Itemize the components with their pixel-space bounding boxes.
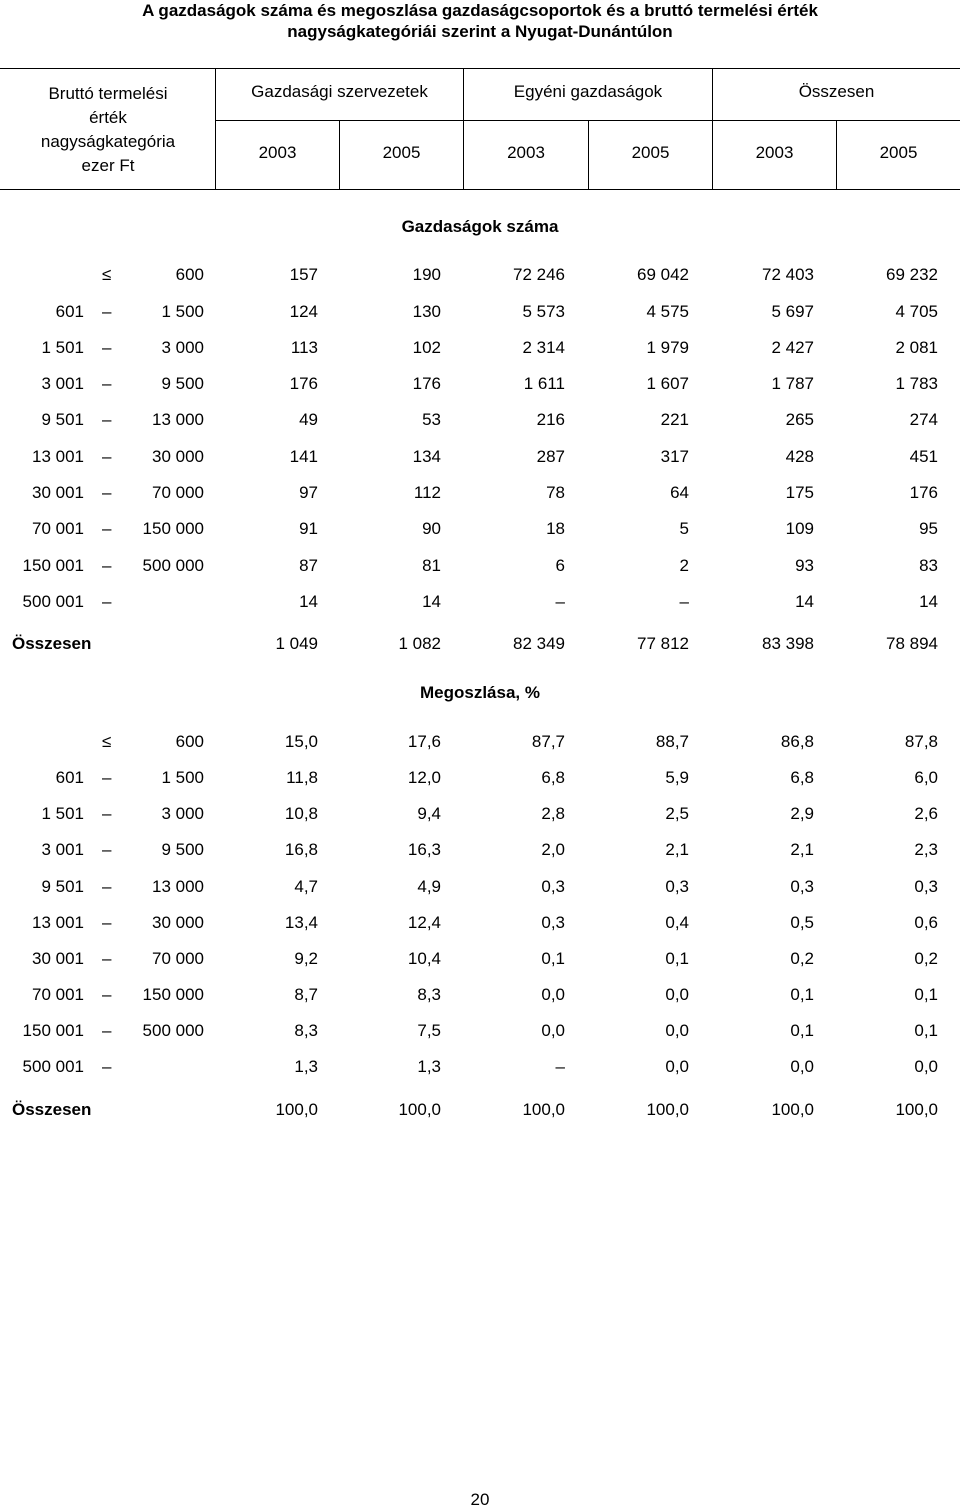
range-lower-bound: 30 001	[32, 483, 84, 502]
range-lower-bound: 150 001	[22, 556, 84, 575]
table-cell: 11,8	[286, 768, 318, 787]
table-cell: 4,9	[417, 877, 441, 896]
table-cell: 141	[289, 447, 318, 466]
table-cell: 216	[536, 410, 565, 429]
table-cell: 12,4	[407, 913, 441, 932]
table-cell: 53	[422, 410, 441, 429]
table-cell: 317	[660, 447, 689, 466]
range-lower-bound: 1 501	[41, 804, 84, 823]
table-cell: 10,8	[284, 804, 318, 823]
table-cell: 0,2	[914, 949, 938, 968]
row-header-line: érték	[89, 108, 127, 127]
table-cell: 1 979	[646, 338, 689, 357]
table-cell: 6,8	[541, 768, 565, 787]
table-row	[0, 591, 960, 613]
table-cell: 221	[660, 410, 689, 429]
range-dash: –	[102, 410, 112, 429]
row-header-line: ezer Ft	[81, 156, 135, 175]
table-cell: 14	[919, 592, 938, 611]
range-dash: –	[102, 447, 112, 466]
table-cell: –	[555, 592, 565, 611]
table-cell: 112	[413, 483, 441, 502]
section-title: Megoszlása, %	[420, 683, 540, 702]
section-title: Gazdaságok száma	[401, 217, 559, 236]
table-cell: 176	[909, 483, 938, 502]
table-cell: 0,1	[790, 1021, 814, 1040]
table-cell: 14	[299, 592, 318, 611]
table-cell: 16,3	[407, 840, 441, 859]
table-cell: 0,3	[541, 913, 565, 932]
table-cell: 6,8	[790, 768, 814, 787]
range-lower-bound: 13 001	[32, 913, 84, 932]
range-upper-bound: 500 000	[142, 556, 204, 575]
range-dash: –	[102, 302, 112, 321]
table-cell: 451	[909, 447, 938, 466]
range-dash: –	[102, 985, 112, 1004]
table-cell: 69 232	[886, 265, 938, 284]
range-upper-bound: 1 500	[161, 768, 204, 787]
range-lower-bound: 70 001	[32, 519, 84, 538]
table-cell: 14	[422, 592, 441, 611]
table-cell: 93	[795, 556, 814, 575]
table-cell: 4 575	[646, 302, 689, 321]
header-top-rule	[0, 68, 960, 69]
table-cell: 2,1	[665, 840, 689, 859]
table-cell: 72 403	[762, 265, 814, 284]
table-cell: 134	[412, 447, 441, 466]
table-cell: 157	[289, 265, 318, 284]
table-cell: 6	[555, 556, 565, 575]
total-cell: 78 894	[886, 634, 938, 653]
table-row	[0, 337, 960, 359]
group-header-organizations: Gazdasági szervezetek	[251, 82, 428, 101]
table-row	[0, 948, 960, 970]
less-or-equal-symbol: ≤	[102, 732, 112, 751]
table-cell: 88,7	[655, 732, 689, 751]
year-header: 2005	[631, 143, 670, 162]
range-dash: –	[102, 768, 112, 787]
table-cell: 1 783	[895, 374, 938, 393]
table-cell: 1 607	[646, 374, 689, 393]
table-cell: 90	[422, 519, 441, 538]
table-cell: 190	[412, 265, 441, 284]
table-cell: 0,2	[790, 949, 814, 968]
table-cell: 2 314	[522, 338, 565, 357]
table-cell: 14	[795, 592, 814, 611]
table-cell: 0,0	[914, 1057, 938, 1076]
table-cell: 9,4	[417, 804, 441, 823]
table-cell: 175	[785, 483, 814, 502]
table-row	[0, 731, 960, 753]
table-cell: 0,0	[665, 985, 689, 1004]
table-cell: 87,7	[531, 732, 565, 751]
table-cell: 6,0	[914, 768, 938, 787]
table-cell: 0,1	[790, 985, 814, 1004]
table-cell: 2	[679, 556, 689, 575]
range-upper-bound: 30 000	[152, 447, 204, 466]
range-dash: –	[102, 483, 112, 502]
range-upper-bound: 150 000	[142, 519, 204, 538]
table-cell: 2,5	[665, 804, 689, 823]
table-cell: 2,3	[914, 840, 938, 859]
table-cell: 8,3	[294, 1021, 318, 1040]
table-cell: 2 427	[771, 338, 814, 357]
table-row	[0, 876, 960, 898]
range-upper-bound: 30 000	[152, 913, 204, 932]
table-cell: 1 787	[771, 374, 814, 393]
range-lower-bound: 601	[55, 302, 84, 321]
table-cell: 13,4	[284, 913, 318, 932]
less-or-equal-symbol: ≤	[102, 265, 112, 284]
table-cell: 0,0	[665, 1021, 689, 1040]
table-cell: 17,6	[407, 732, 441, 751]
table-cell: 5 697	[771, 302, 814, 321]
table-row	[0, 1056, 960, 1078]
table-cell: 1,3	[417, 1057, 441, 1076]
table-cell: 176	[412, 374, 441, 393]
table-cell: 49	[299, 410, 318, 429]
table-cell: 0,0	[541, 1021, 565, 1040]
range-upper-bound: 150 000	[142, 985, 204, 1004]
table-cell: 176	[289, 374, 318, 393]
year-header: 2003	[507, 143, 545, 162]
table-cell: 0,5	[790, 913, 814, 932]
range-upper-bound: 500 000	[142, 1021, 204, 1040]
table-cell: 0,6	[914, 913, 938, 932]
table-cell: 113	[290, 338, 318, 357]
range-dash: –	[102, 374, 112, 393]
range-lower-bound: 150 001	[22, 1021, 84, 1040]
table-cell: 8,3	[417, 985, 441, 1004]
range-lower-bound: 601	[55, 768, 84, 787]
range-dash: –	[102, 949, 112, 968]
range-lower-bound: 9 501	[41, 877, 84, 896]
table-cell: 0,0	[665, 1057, 689, 1076]
table-cell: 2,9	[790, 804, 814, 823]
header-bottom-rule	[0, 189, 960, 190]
range-dash: –	[102, 877, 112, 896]
table-cell: 2,1	[790, 840, 814, 859]
total-cell: 83 398	[762, 634, 814, 653]
table-cell: 0,3	[790, 877, 814, 896]
total-cell: 100,0	[895, 1100, 938, 1119]
range-upper-bound: 3 000	[161, 338, 204, 357]
table-cell: 428	[785, 447, 814, 466]
table-cell: 16,8	[284, 840, 318, 859]
year-header: 2005	[382, 143, 421, 162]
table-cell: 91	[299, 519, 318, 538]
table-cell: 78	[546, 483, 565, 502]
table-cell: –	[679, 592, 689, 611]
table-cell: 0,0	[541, 985, 565, 1004]
group-header-individual-farms: Egyéni gazdaságok	[513, 82, 663, 101]
range-lower-bound: 30 001	[32, 949, 84, 968]
page-title	[0, 0, 960, 42]
table-cell: 95	[919, 519, 938, 538]
total-cell: 100,0	[771, 1100, 814, 1119]
total-cell: 100,0	[522, 1100, 565, 1119]
table-row	[0, 409, 960, 431]
table-row	[0, 1020, 960, 1042]
range-upper-bound: 600	[175, 732, 204, 751]
total-cell: 1 082	[398, 634, 441, 653]
total-cell: 82 349	[513, 634, 565, 653]
row-header-label	[0, 82, 216, 178]
table-cell: 87,8	[904, 732, 938, 751]
range-lower-bound: 500 001	[22, 1057, 84, 1076]
table-cell: 64	[670, 483, 689, 502]
table-cell: 2,0	[541, 840, 565, 859]
range-lower-bound: 9 501	[41, 410, 84, 429]
total-label: Összesen	[12, 1100, 92, 1119]
total-row	[0, 1099, 960, 1121]
range-upper-bound: 13 000	[152, 410, 204, 429]
table-cell: 0,3	[541, 877, 565, 896]
group-header-total: Összesen	[798, 82, 875, 101]
table-cell: 102	[412, 338, 441, 357]
total-cell: 77 812	[637, 634, 689, 653]
range-lower-bound: 70 001	[32, 985, 84, 1004]
range-dash: –	[102, 338, 112, 357]
table-row	[0, 912, 960, 934]
table-cell: 4,7	[294, 877, 318, 896]
table-cell: 2,8	[541, 804, 565, 823]
table-cell: 5 573	[522, 302, 565, 321]
range-upper-bound: 9 500	[161, 840, 204, 859]
table-cell: 69 042	[637, 265, 689, 284]
table-cell: 72 246	[513, 265, 565, 284]
table-cell: 1 611	[523, 374, 565, 393]
total-cell: 100,0	[646, 1100, 689, 1119]
range-dash: –	[102, 556, 112, 575]
row-header-line: nagyságkategória	[40, 132, 176, 151]
range-upper-bound: 13 000	[152, 877, 204, 896]
row-header-line: Bruttó termelési	[48, 84, 168, 103]
table-cell: 97	[299, 483, 318, 502]
page-number: 20	[470, 1490, 490, 1509]
table-cell: 4 705	[895, 302, 938, 321]
total-cell: 1 049	[275, 634, 318, 653]
table-cell: 0,4	[665, 913, 689, 932]
table-cell: 130	[412, 302, 441, 321]
range-lower-bound: 13 001	[32, 447, 84, 466]
table-cell: 5,9	[665, 768, 689, 787]
range-dash: –	[102, 592, 112, 611]
table-row	[0, 984, 960, 1006]
range-dash: –	[102, 804, 112, 823]
table-cell: 12,0	[407, 768, 441, 787]
range-upper-bound: 1 500	[161, 302, 204, 321]
table-cell: 0,3	[914, 877, 938, 896]
range-lower-bound: 3 001	[41, 374, 84, 393]
table-row	[0, 555, 960, 577]
year-header: 2005	[879, 143, 918, 162]
table-row	[0, 264, 960, 286]
table-cell: 265	[785, 410, 814, 429]
table-cell: 287	[536, 447, 565, 466]
range-upper-bound: 9 500	[161, 374, 204, 393]
title-line-1: A gazdaságok száma és megoszlása gazdaságcsoportok és a bruttó termelési érték	[142, 1, 818, 20]
table-cell: 124	[289, 302, 318, 321]
table-row	[0, 839, 960, 861]
table-row	[0, 301, 960, 323]
table-cell: 9,2	[294, 949, 318, 968]
table-cell: 0,1	[914, 1021, 938, 1040]
table-cell: 15,0	[284, 732, 318, 751]
total-row	[0, 633, 960, 655]
table-cell: 0,1	[914, 985, 938, 1004]
total-cell: 100,0	[275, 1100, 318, 1119]
table-cell: 83	[919, 556, 938, 575]
table-cell: 81	[422, 556, 441, 575]
range-lower-bound: 3 001	[41, 840, 84, 859]
range-dash: –	[102, 519, 112, 538]
table-cell: 0,1	[541, 949, 565, 968]
range-dash: –	[102, 840, 112, 859]
range-upper-bound: 600	[175, 265, 204, 284]
table-cell: 18	[546, 519, 565, 538]
table-cell: 87	[299, 556, 318, 575]
table-cell: 1,3	[294, 1057, 318, 1076]
range-upper-bound: 70 000	[152, 483, 204, 502]
table-cell: 0,0	[790, 1057, 814, 1076]
table-row	[0, 803, 960, 825]
table-row	[0, 482, 960, 504]
table-row	[0, 373, 960, 395]
table-cell: 109	[785, 519, 814, 538]
range-dash: –	[102, 1021, 112, 1040]
table-cell: 8,7	[294, 985, 318, 1004]
table-cell: 86,8	[780, 732, 814, 751]
table-cell: 7,5	[417, 1021, 441, 1040]
year-header: 2003	[755, 143, 794, 162]
range-lower-bound: 500 001	[22, 592, 84, 611]
range-lower-bound: 1 501	[41, 338, 84, 357]
table-row	[0, 518, 960, 540]
table-cell: –	[555, 1057, 565, 1076]
range-dash: –	[102, 1057, 112, 1076]
table-cell: 2,6	[914, 804, 938, 823]
range-dash: –	[102, 913, 112, 932]
table-cell: 2 081	[895, 338, 938, 357]
title-line-2: nagyságkategóriái szerint a Nyugat-Dunántúlon	[287, 22, 673, 41]
table-cell: 5	[679, 519, 689, 538]
total-label: Összesen	[12, 634, 92, 653]
range-upper-bound: 70 000	[152, 949, 204, 968]
table-cell: 0,1	[665, 949, 689, 968]
table-cell: 0,3	[665, 877, 689, 896]
range-upper-bound: 3 000	[161, 804, 204, 823]
total-cell: 100,0	[398, 1100, 441, 1119]
table-cell: 10,4	[407, 949, 441, 968]
table-row	[0, 446, 960, 468]
table-row	[0, 767, 960, 789]
table-cell: 274	[909, 410, 938, 429]
year-header: 2003	[258, 143, 297, 162]
